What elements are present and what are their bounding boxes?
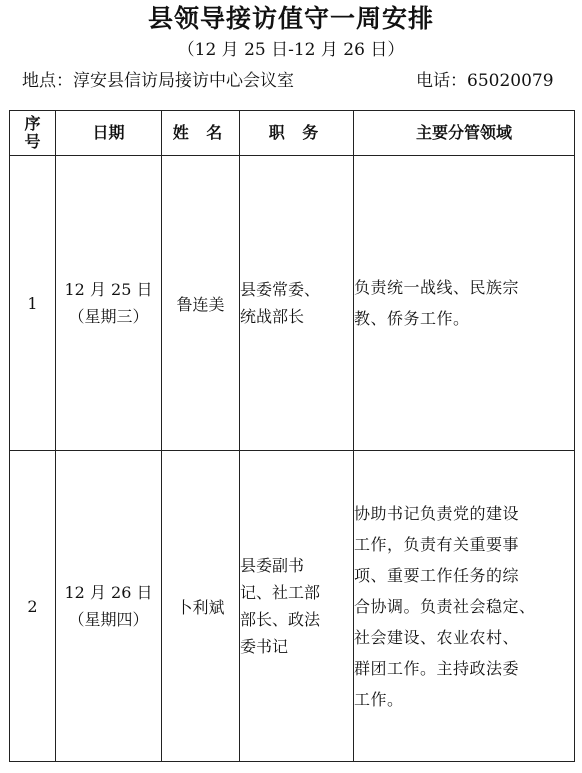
phone-text: 电话：65020079: [416, 71, 554, 91]
row-area-line: 合协调。负责社会稳定、: [354, 596, 536, 616]
row-name: 卜利斌: [162, 451, 240, 762]
table-row: [10, 451, 575, 762]
row-area-line: 群团工作。主持政法委: [354, 658, 520, 678]
row-date-weekday: （星期三）: [68, 307, 149, 326]
header-post: 职 务: [240, 111, 354, 156]
location-text: 地点：淳安县信访局接访中心会议室: [22, 71, 294, 91]
header-number: [10, 111, 56, 156]
header-date: 日期: [56, 111, 162, 156]
row-area: [354, 156, 575, 451]
row-area-line: 负责统一战线、民族宗: [354, 278, 520, 297]
table-row: [10, 156, 575, 451]
duty-schedule-table: [9, 110, 575, 762]
row-post-line: 县委副书: [240, 556, 305, 575]
header-name: 姓 名: [162, 111, 240, 156]
row-area-line: 社会建设、农业农村、: [354, 627, 520, 647]
page-title: 县领导接访值守一周安排: [147, 4, 434, 33]
row-date-weekday: （星期四）: [68, 610, 149, 629]
row-post-line: 统战部长: [240, 307, 305, 326]
table-header-row: [10, 111, 575, 156]
row-post: [240, 451, 354, 762]
header-area: 主要分管领域: [354, 111, 575, 156]
row-post: [240, 156, 354, 451]
row-area-line: 协助书记负责党的建设: [354, 503, 520, 523]
row-area-line: 工作。: [354, 689, 404, 709]
row-date: [56, 451, 162, 762]
row-area-line: 项、重要工作任务的综: [354, 565, 520, 585]
row-name: 鲁连美: [162, 156, 240, 451]
header-number-line2: 号: [24, 132, 41, 151]
row-area-line: 工作，负责有关重要事: [354, 534, 520, 554]
row-area: [354, 451, 575, 762]
row-post-line: 记、社工部: [240, 583, 321, 602]
row-post-line: 县委常委、: [240, 280, 321, 299]
row-date-day: 12 月 25 日: [64, 280, 153, 299]
header-number-line1: 序: [24, 114, 41, 133]
row-area-line: 教、侨务工作。: [354, 309, 470, 328]
date-range: （12 月 25 日-12 月 26 日）: [177, 40, 405, 60]
row-number: 1: [10, 156, 56, 451]
row-number: 2: [10, 451, 56, 762]
row-post-line: 部长、政法: [240, 610, 321, 629]
row-date: [56, 156, 162, 451]
row-date-day: 12 月 26 日: [64, 583, 153, 602]
row-post-line: 委书记: [240, 637, 289, 656]
